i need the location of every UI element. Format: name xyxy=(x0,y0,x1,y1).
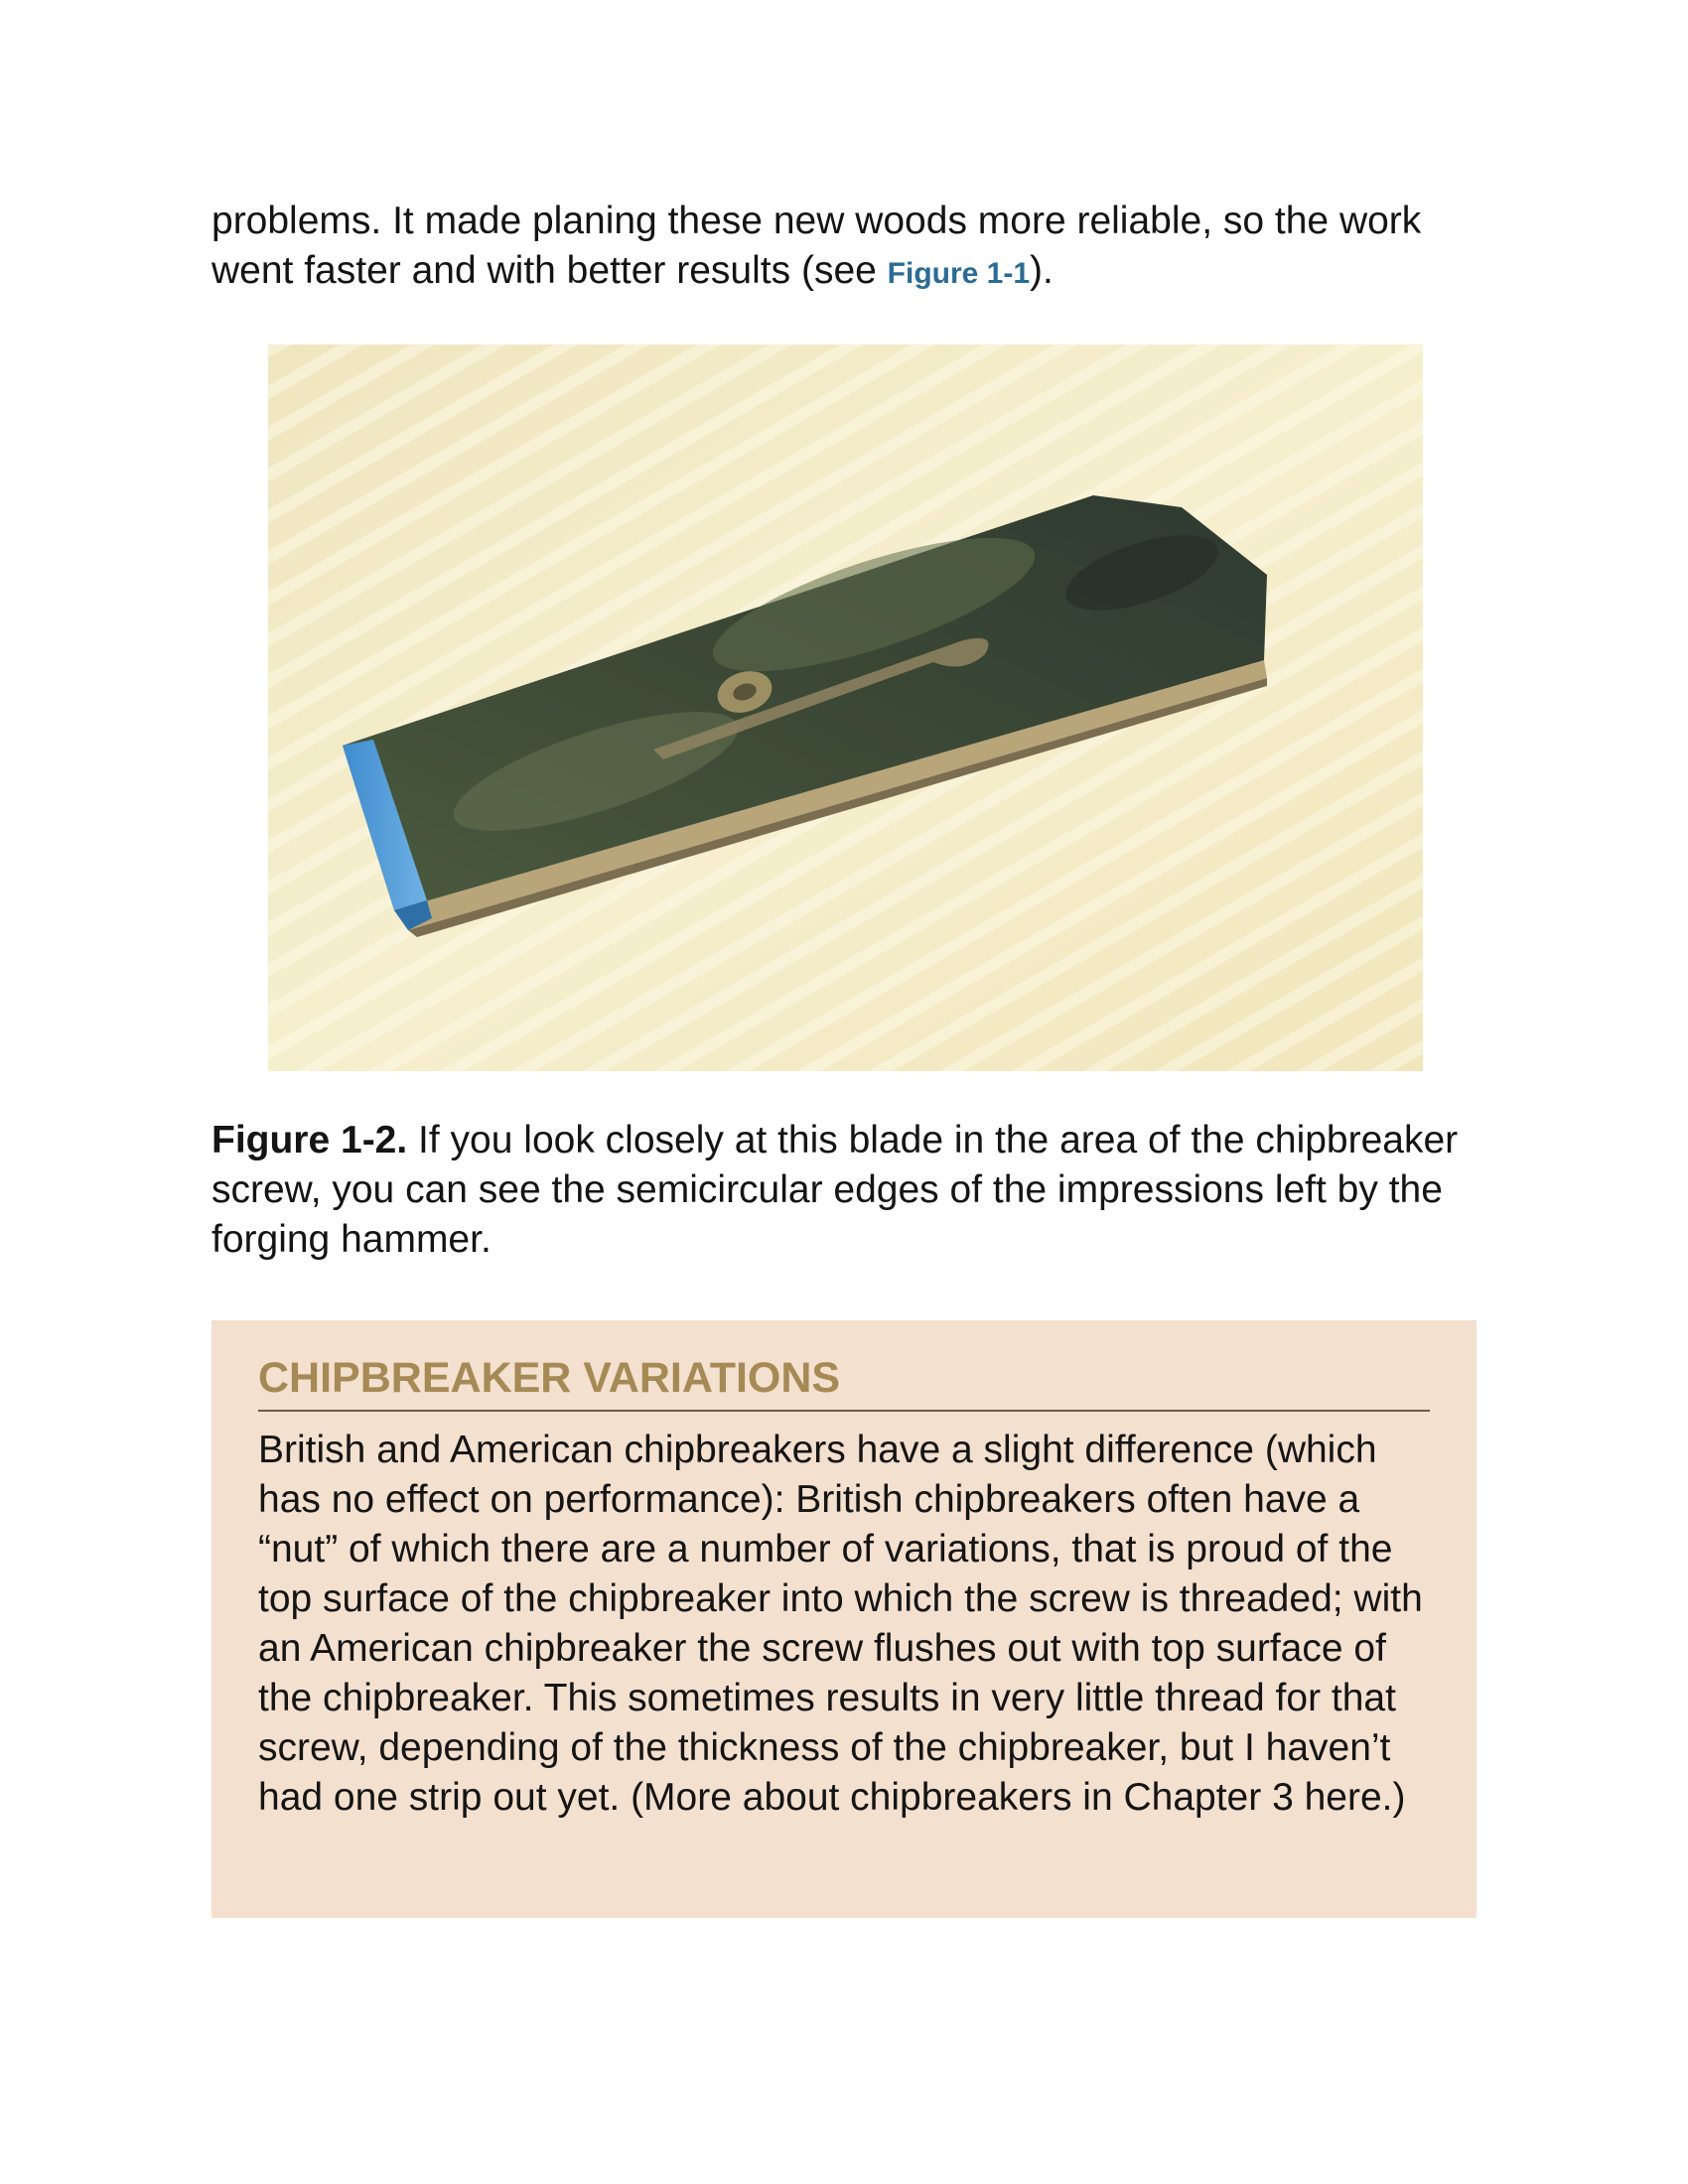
paragraph-text-after: ). xyxy=(1030,249,1054,292)
figure-caption-text: If you look closely at this blade in the area of the chipbreaker screw, you can see the semicircular edges of the impressions left by the forging hammer. xyxy=(211,1119,1459,1261)
figure-label: Figure 1-2. xyxy=(211,1119,408,1161)
body-paragraph xyxy=(211,197,1463,299)
figure-1-1-link[interactable]: Figure 1-1 xyxy=(887,257,1031,290)
sidebar-title: CHIPBREAKER VARIATIONS xyxy=(258,1352,1430,1412)
paragraph-text-before: problems. It made planing these new woods more reliable, so the work went faster and with better results (see xyxy=(211,200,1422,292)
figure-caption xyxy=(211,1116,1463,1265)
sidebar-box xyxy=(211,1320,1477,1918)
plane-blade-photo xyxy=(268,344,1423,1071)
sidebar-body: British and American chipbreakers have a slight difference (which has no effect on performance): British chipbreakers often have a “nut” of which there are a number of variations, that is proud of the top surface of the chipbreaker into which the screw is threaded; with an American chipbreaker the screw flushes out with top surface of the chipbreaker. This sometimes results in very little thread for that screw, depending of the thickness of the chipbreaker, but I haven’t had one strip out yet. (More about chipbreakers in Chapter 3 here.) xyxy=(258,1429,1423,1819)
